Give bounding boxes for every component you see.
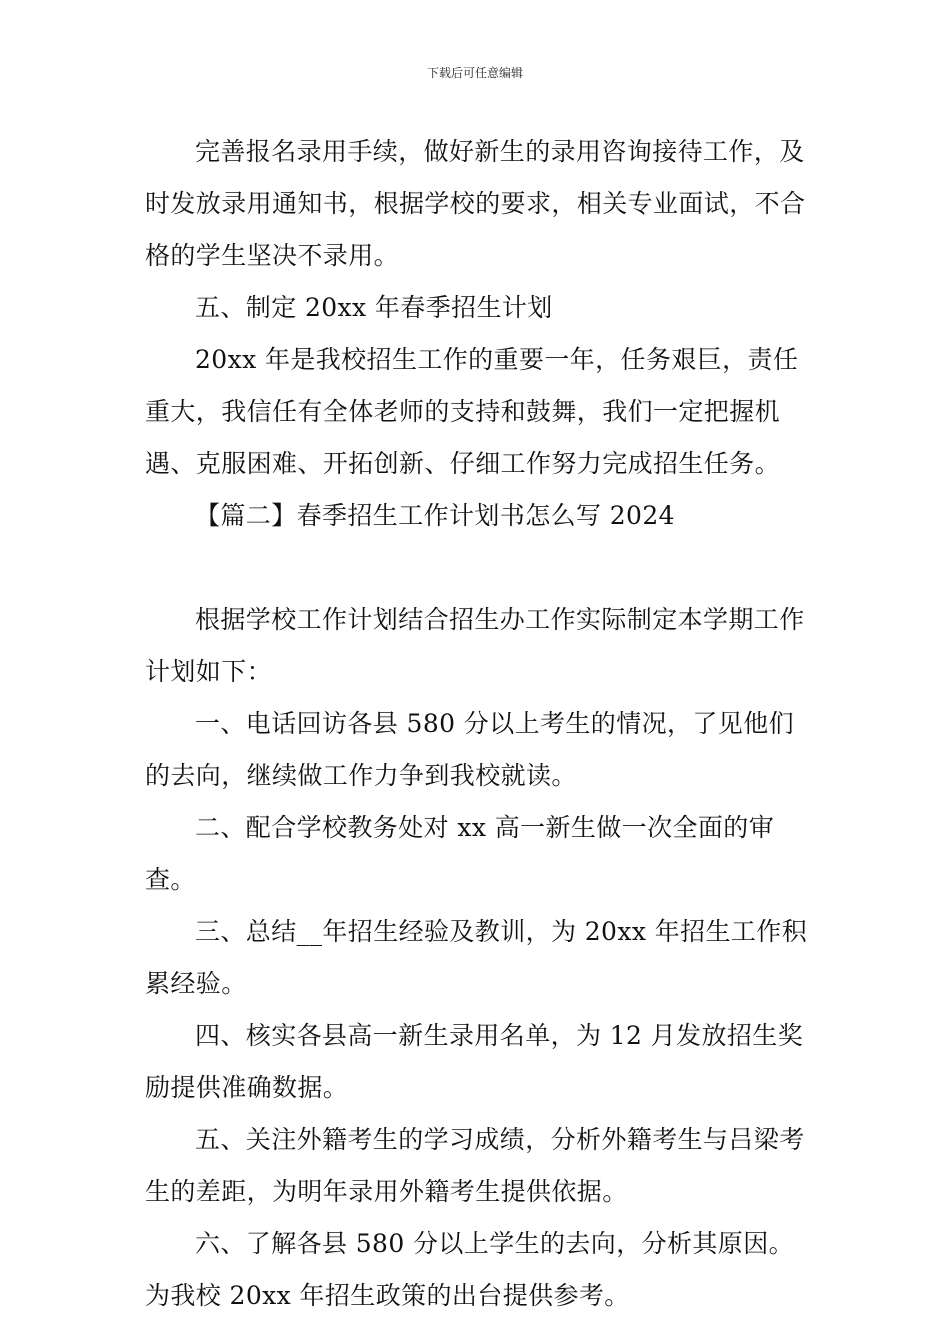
paragraph-intro: 根据学校工作计划结合招生办工作实际制定本学期工作计划如下：	[145, 605, 805, 686]
list-item-3: 三、总结__年招生经验及教训，为 20xx 年招生工作积累经验。	[145, 917, 808, 998]
section-heading-spring-plan: 五、制定 20xx 年春季招生计划	[195, 293, 553, 322]
paragraph-important-year: 20xx 年是我校招生工作的重要一年，任务艰巨，责任重大，我信任有全体老师的支持和鼓舞，我们一定把握机遇、克服困难、开拓创新、仔细工作努力完成招生任务。	[145, 345, 799, 478]
list-item-1: 一、电话回访各县 580 分以上考生的情况，了见他们的去向，继续做工作力争到我校就读。	[145, 709, 795, 790]
blank-line	[145, 542, 810, 594]
list-item-2: 二、配合学校教务处对 xx 高一新生做一次全面的审查。	[145, 813, 775, 894]
paragraph-enrollment-procedures: 完善报名录用手续，做好新生的录用咨询接待工作，及时发放录用通知书，根据学校的要求，相关专业面试，不合格的学生坚决不录用。	[145, 137, 806, 270]
article-title-part-two: 【篇二】春季招生工作计划书怎么写 2024	[195, 501, 675, 530]
page-header: 下载后可任意编辑	[426, 66, 523, 80]
document-body	[145, 126, 810, 1322]
list-item-5: 五、关注外籍考生的学习成绩，分析外籍考生与吕梁考生的差距，为明年录用外籍考生提供依据。	[145, 1125, 805, 1206]
list-item-6: 六、了解各县 580 分以上学生的去向，分析其原因。为我校 20xx 年招生政策的出台提供参考。	[145, 1229, 795, 1310]
list-item-4: 四、核实各县高一新生录用名单，为 12 月发放招生奖励提供准确数据。	[145, 1021, 804, 1102]
